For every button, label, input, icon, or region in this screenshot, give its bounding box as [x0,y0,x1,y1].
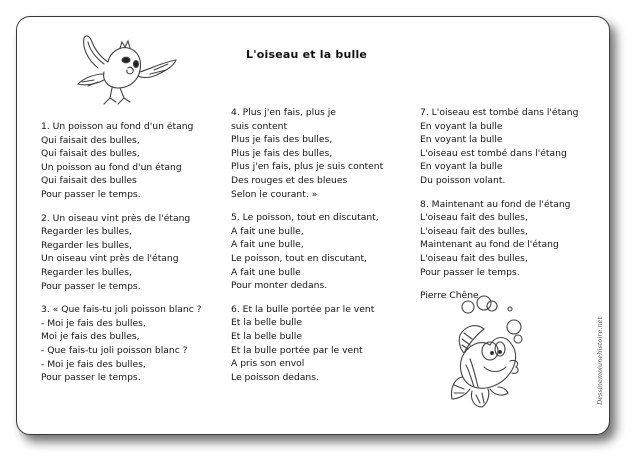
column-1 [41,120,202,395]
verse-line: A fait une bulle, [231,225,304,237]
verse-line: 2. Un oiseau vint près de l'étang [41,212,191,224]
verse-line: Regarder les bulles, [41,239,132,251]
verse-line: Plus j'en fais, plus je suis content [231,161,384,173]
verse-line: 8. Maintenant au fond de l'étang [420,198,571,210]
verse-line: Le poisson, tout en discutant, [231,252,367,264]
stanza-2 [41,212,202,294]
verse-line: Pour passer le temps. [41,188,141,200]
verse-line: A fait une bulle [231,266,301,278]
verse-line: Pour passer le temps. [420,266,520,278]
site-watermark: Dessinemoiunehistoire.net [596,316,604,405]
stanza-3 [41,303,202,385]
verse-line: Et la bulle portée par le vent [231,344,363,356]
verse-line: Un poisson au fond d'un étang [41,161,182,173]
verse-line: Qui faisait des bulles [41,175,137,187]
column-3 [420,106,578,303]
verse-line: 5. Le poisson, tout en discutant, [231,212,379,224]
stanza-6 [231,303,381,385]
verse-line: Regarder les bulles, [41,226,132,238]
verse-line: Qui faisait des bulles, [41,148,140,160]
verse-line: - Moi je fais des bulles, [41,358,146,370]
verse-line: En voyant la bulle [420,161,503,173]
verse-line: Moi je fais des bulles, [41,331,140,343]
verse-line: 6. Et la bulle portée par le vent [231,303,375,315]
verse-line: A fait une bulle, [231,239,304,251]
verse-line: - Moi je fais des bulles, [41,317,146,329]
stanza-5 [231,211,381,293]
verse-line: - Que fais-tu joli poisson blanc ? [41,344,188,356]
verse-line: 7. L'oiseau est tombé dans l'étang [420,107,579,118]
verse-line: Du poisson volant. [420,174,506,186]
verse-line: Le poisson dedans. [231,371,319,383]
verse-line: Pour passer le temps. [41,372,141,384]
verse-line: L'oiseau fait des bulles, [420,225,528,237]
verse-line: Pour monter dedans. [231,280,328,292]
verse-line: Plus je fais des bulles, [231,134,333,146]
verse-line: Qui faisait des bulles, [41,134,140,146]
verse-line: En voyant la bulle [420,134,503,146]
verse-line: Maintenant au fond de l'étang [420,239,559,251]
verse-line: Un oiseau vint près de l'étang [41,253,179,265]
verse-line: A pris son envol [231,358,305,370]
verse-line: En voyant la bulle [420,120,503,132]
poem-title: L'oiseau et la bulle [246,48,368,61]
verse-line: 3. « Que fais-tu joli poisson blanc ? [41,304,202,316]
stanza-8 [420,198,578,280]
verse-line: Et la belle bulle [231,317,303,329]
verse-line: Et la belle bulle [231,330,303,342]
bird-icon [68,30,178,110]
fish-icon [450,295,600,425]
verse-line: L'oiseau fait des bulles, [420,252,528,264]
stanza-7 [420,106,578,188]
stanza-4 [231,106,384,201]
verse-line: Pour passer le temps. [41,280,141,292]
verse-line: L'oiseau est tombé dans l'étang [420,147,567,159]
verse-line: 4. Plus j'en fais, plus je suis content [231,107,336,132]
verse-line: Selon le courant. » [231,188,318,200]
column-2 [231,106,384,394]
verse-line: Plus je fais des bulles, [231,147,333,159]
verse-line: Des rouges et des bleues [231,174,348,186]
verse-line: Regarder les bulles, [41,266,132,278]
author-name: Pierre Chêne [420,290,479,302]
stanza-1 [41,120,202,202]
verse-line: 1. Un poisson au fond d'un étang [41,121,194,132]
verse-line: L'oiseau fait des bulles, [420,212,528,224]
